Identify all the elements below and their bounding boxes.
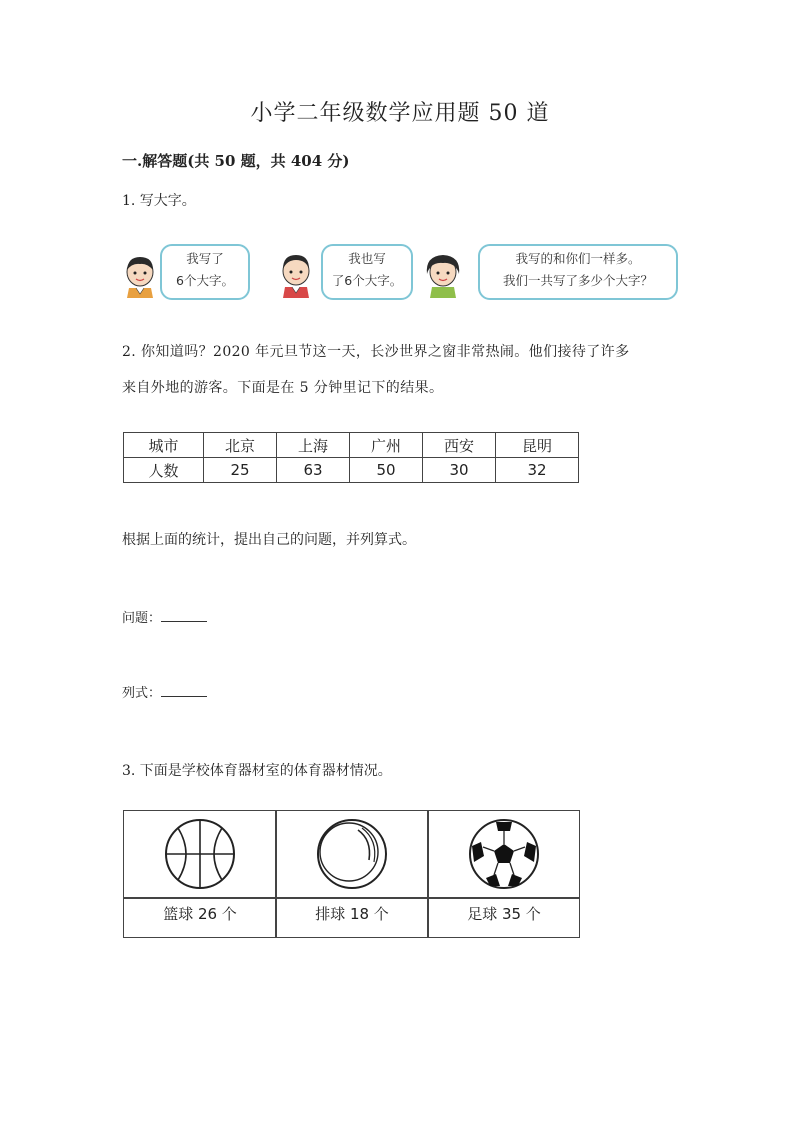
sports-equipment-table xyxy=(123,810,580,938)
table-cell: 32 xyxy=(496,458,579,483)
table-header-cell: 上海 xyxy=(277,433,350,458)
table-header-cell: 昆明 xyxy=(496,433,579,458)
question-2-line-1: 2. 你知道吗？2020 年元旦节这一天，长沙世界之窗非常热闹。他们接待了许多 xyxy=(122,344,630,360)
soccer-ball-icon xyxy=(466,816,542,892)
child-2-icon xyxy=(278,252,314,298)
bubble-2-line-1: 我也写 xyxy=(348,251,386,266)
question-1-text: 1. 写大字。 xyxy=(122,193,196,209)
formula-blank[interactable] xyxy=(161,684,207,697)
table-header-cell: 北京 xyxy=(204,433,277,458)
bubble-1-line-1: 我写了 xyxy=(186,251,224,266)
sports-cell xyxy=(428,811,580,937)
sports-label: 足球 35 个 xyxy=(467,905,541,923)
formula-answer-row xyxy=(122,682,207,701)
table-cell: 50 xyxy=(350,458,423,483)
speech-bubble-2 xyxy=(321,244,413,300)
table-cell: 63 xyxy=(277,458,350,483)
child-3-icon xyxy=(423,252,463,298)
answer-blank[interactable] xyxy=(161,609,207,622)
table-cell: 30 xyxy=(423,458,496,483)
table-row xyxy=(124,458,579,483)
question-label: 问题： xyxy=(122,611,162,626)
question-answer-row xyxy=(122,607,207,626)
sports-label: 篮球 26 个 xyxy=(163,905,237,923)
sports-cell xyxy=(276,811,428,937)
volleyball-icon xyxy=(314,816,390,892)
table-header-cell: 西安 xyxy=(423,433,496,458)
bubble-3-line-2: 我们一共写了多少个大字？ xyxy=(502,273,653,288)
bubble-3-line-1: 我写的和你们一样多。 xyxy=(515,251,641,266)
table-cell: 人数 xyxy=(124,458,204,483)
page-title: 小学二年级数学应用题 50 道 xyxy=(250,101,550,126)
visitor-table xyxy=(123,432,579,483)
bubble-2-line-2: 了6个大字。 xyxy=(331,273,403,288)
question-2-prompt: 根据上面的统计，提出自己的问题，并列算式。 xyxy=(122,532,416,548)
basketball-icon xyxy=(162,816,238,892)
child-1-icon xyxy=(122,254,158,298)
section-heading: 一.解答题(共 50 题，共 404 分) xyxy=(122,152,350,170)
formula-label: 列式： xyxy=(122,686,162,701)
table-header-cell: 广州 xyxy=(350,433,423,458)
table-cell: 25 xyxy=(204,458,277,483)
speech-scene xyxy=(118,238,688,302)
sports-label: 排球 18 个 xyxy=(315,905,389,923)
bubble-1-line-2: 6个大字。 xyxy=(176,273,234,288)
table-header-cell: 城市 xyxy=(124,433,204,458)
speech-bubble-1 xyxy=(160,244,250,300)
question-2-line-2: 来自外地的游客。下面是在 5 分钟里记下的结果。 xyxy=(122,380,444,396)
speech-bubble-3 xyxy=(478,244,678,300)
table-row xyxy=(124,433,579,458)
sports-cell xyxy=(124,811,276,937)
question-3-text: 3. 下面是学校体育器材室的体育器材情况。 xyxy=(122,763,392,779)
